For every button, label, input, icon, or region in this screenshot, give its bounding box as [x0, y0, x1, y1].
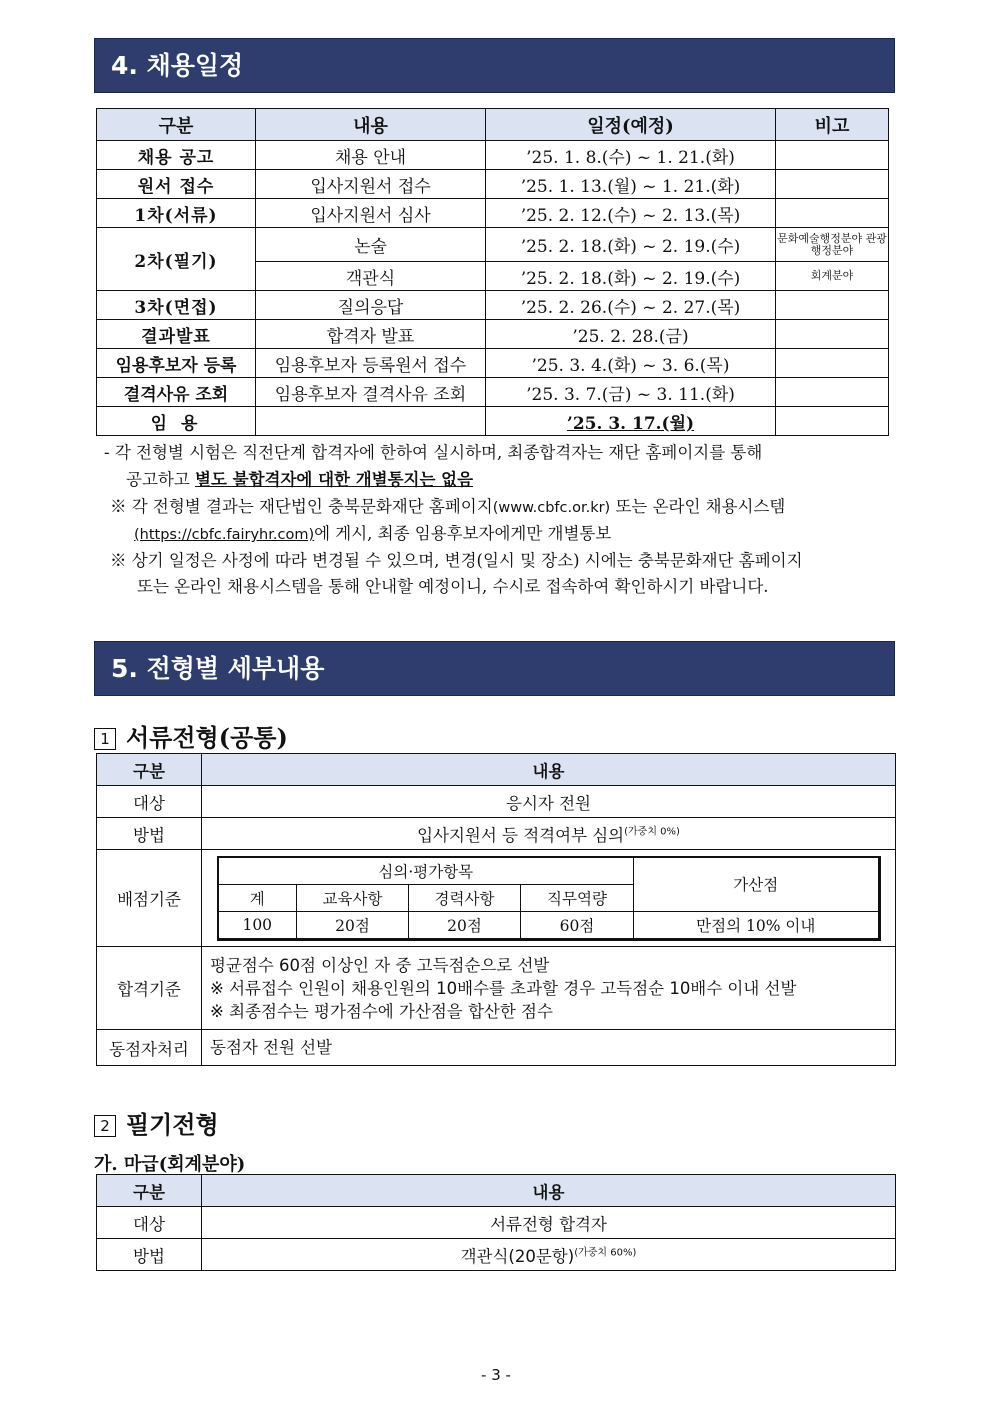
target-value: 응시자 전원 — [202, 786, 896, 818]
bonus-header: 가산점 — [634, 858, 878, 912]
val-competency: 60점 — [521, 911, 634, 938]
pass-line-1: 평균점수 60점 이상인 자 중 고득점순으로 선발 — [210, 955, 550, 975]
date-cell: ’25. 2. 12.(수) ~ 2. 13.(목) — [486, 199, 776, 228]
table-row — [97, 407, 889, 436]
note-cell: 회계분야 — [776, 262, 889, 291]
date-cell: ’25. 2. 18.(화) ~ 2. 19.(수) — [486, 262, 776, 291]
pass-label: 합격기준 — [97, 947, 202, 1030]
content-cell: 질의응답 — [256, 291, 486, 320]
header-content: 내용 — [256, 109, 486, 141]
table-row — [97, 170, 889, 199]
target-value: 서류전형 합격자 — [202, 1207, 896, 1239]
note-line-5: ※ 상기 일정은 사정에 따라 변경될 수 있으며, 변경(일시 및 장소) 시에는 충북문화재단 홈페이지 — [110, 551, 803, 570]
header-content: 내용 — [202, 754, 896, 786]
homepage-url: (www.cbfc.or.kr) — [492, 500, 611, 516]
note-cell — [776, 378, 889, 407]
stage-cell: 결과발표 — [97, 320, 256, 349]
note-line-3-rest: 또는 온라인 채용시스템 — [610, 497, 786, 516]
col-career: 경력사항 — [409, 884, 521, 911]
table-row — [97, 141, 889, 170]
pass-criteria — [202, 947, 896, 1030]
schedule-table — [96, 108, 889, 436]
content-cell: 채용 안내 — [256, 141, 486, 170]
doc-screening-title: 서류전형(공통) — [126, 723, 288, 752]
table-row — [97, 349, 889, 378]
method-text: 객관식(20문항) — [460, 1246, 575, 1266]
method-label: 방법 — [97, 818, 202, 850]
stage-cell: 1차(서류) — [97, 199, 256, 228]
col-total: 계 — [219, 884, 297, 911]
note-cell — [776, 320, 889, 349]
date-cell: ’25. 2. 26.(수) ~ 2. 27.(목) — [486, 291, 776, 320]
stage-cell: 임용후보자 등록 — [97, 349, 256, 378]
table-row — [97, 291, 889, 320]
val-career: 20점 — [409, 911, 521, 938]
content-cell: 입사지원서 접수 — [256, 170, 486, 199]
no-individual-notice: 별도 불합격자에 대한 개별통지는 없음 — [195, 470, 474, 489]
content-cell — [256, 407, 486, 436]
date-cell: ’25. 2. 28.(금) — [486, 320, 776, 349]
section-4-title: 4. 채용일정 — [94, 38, 895, 93]
table-row — [97, 378, 889, 407]
col-education: 교육사항 — [297, 884, 409, 911]
doc-screening-table — [96, 753, 896, 1066]
stage-cell: 원서 접수 — [97, 170, 256, 199]
note-line-6: 또는 온라인 채용시스템을 통해 안내할 예정이니, 수시로 접속하여 확인하시기 바랍니다. — [137, 577, 769, 596]
recruit-system-link[interactable]: (https://cbfc.fairyhr.com) — [134, 527, 315, 543]
note-cell — [776, 141, 889, 170]
tie-value: 동점자 전원 선발 — [202, 1030, 896, 1066]
content-cell: 합격자 발표 — [256, 320, 486, 349]
note-cell — [776, 170, 889, 199]
note-cell — [776, 199, 889, 228]
stage-cell: 2차(필기) — [97, 228, 256, 291]
date-cell: ’25. 1. 8.(수) ~ 1. 21.(화) — [486, 141, 776, 170]
date-cell: ’25. 1. 13.(월) ~ 1. 21.(화) — [486, 170, 776, 199]
method-text: 입사지원서 등 적격여부 심의 — [417, 825, 625, 845]
eval-items-header: 심의·평가항목 — [219, 858, 634, 885]
section-number-box: 1 — [94, 728, 116, 750]
tie-label: 동점자처리 — [97, 1030, 202, 1066]
doc-screening-heading — [94, 718, 288, 753]
col-competency: 직무역량 — [521, 884, 634, 911]
note-cell — [776, 349, 889, 378]
pass-line-3: ※ 최종점수는 평가점수에 가산점을 합산한 점수 — [210, 1001, 553, 1021]
page-number: - 3 - — [481, 1366, 511, 1384]
method-value — [202, 818, 896, 850]
date-cell: ’25. 2. 18.(화) ~ 2. 19.(수) — [486, 228, 776, 262]
stage-cell: 임 용 — [97, 407, 256, 436]
header-category: 구분 — [97, 1175, 202, 1207]
note-line-4-text: 에 게시, 최종 임용후보자에게만 개별통보 — [314, 524, 612, 543]
stage-cell: 채용 공고 — [97, 141, 256, 170]
method-weight: (가중치 60%) — [574, 1247, 637, 1258]
date-cell: ’25. 3. 4.(화) ~ 3. 6.(목) — [486, 349, 776, 378]
note-line-2-text: 공고하고 — [126, 470, 196, 489]
date-cell: ’25. 3. 17.(월) — [486, 407, 776, 436]
content-cell: 논술 — [256, 228, 486, 262]
note-line-2 — [126, 467, 473, 493]
content-cell: 임용후보자 결격사유 조회 — [256, 378, 486, 407]
section-5-title: 5. 전형별 세부내용 — [94, 641, 895, 696]
method-label: 방법 — [97, 1239, 202, 1271]
stage-cell: 3차(면접) — [97, 291, 256, 320]
written-test-title: 필기전형 — [126, 1110, 219, 1139]
header-date: 일정(예정) — [486, 109, 776, 141]
written-test-heading — [94, 1105, 219, 1140]
written-test-table — [96, 1174, 896, 1271]
header-stage: 구분 — [97, 109, 256, 141]
note-cell — [776, 291, 889, 320]
val-bonus: 만점의 10% 이내 — [634, 911, 878, 938]
table-row — [97, 320, 889, 349]
stage-cell: 결격사유 조회 — [97, 378, 256, 407]
note-line-4 — [134, 521, 611, 548]
section-number-box: 2 — [94, 1115, 116, 1137]
score-label: 배점기준 — [97, 850, 202, 947]
header-category: 구분 — [97, 754, 202, 786]
pass-line-2: ※ 서류접수 인원이 채용인원의 10배수를 초과할 경우 고득점순 10배수 이내 선발 — [210, 978, 797, 998]
score-table-frame — [217, 856, 881, 941]
table-row — [97, 228, 889, 262]
val-education: 20점 — [297, 911, 409, 938]
header-content: 내용 — [202, 1175, 896, 1207]
note-line-3-text: ※ 각 전형별 결과는 재단법인 충북문화재단 홈페이지 — [110, 497, 493, 516]
note-line-3 — [110, 494, 785, 521]
header-note: 비고 — [776, 109, 889, 141]
content-cell: 객관식 — [256, 262, 486, 291]
written-subtitle: 가. 마급(회계분야) — [94, 1154, 246, 1175]
note-cell — [776, 407, 889, 436]
target-label: 대상 — [97, 786, 202, 818]
content-cell: 임용후보자 등록원서 접수 — [256, 349, 486, 378]
content-cell: 입사지원서 심사 — [256, 199, 486, 228]
method-weight: (가중치 0%) — [624, 826, 680, 837]
method-value — [202, 1239, 896, 1271]
note-cell: 문화예술행정분야 관광행정분야 — [776, 228, 889, 262]
table-row — [97, 199, 889, 228]
note-line-1: - 각 전형별 시험은 직전단계 합격자에 한하여 실시하며, 최종합격자는 재단 홈페이지를 통해 — [104, 443, 763, 462]
val-total: 100 — [219, 911, 297, 938]
date-cell: ’25. 3. 7.(금) ~ 3. 11.(화) — [486, 378, 776, 407]
score-cell — [202, 850, 896, 947]
score-table — [219, 858, 878, 938]
target-label: 대상 — [97, 1207, 202, 1239]
